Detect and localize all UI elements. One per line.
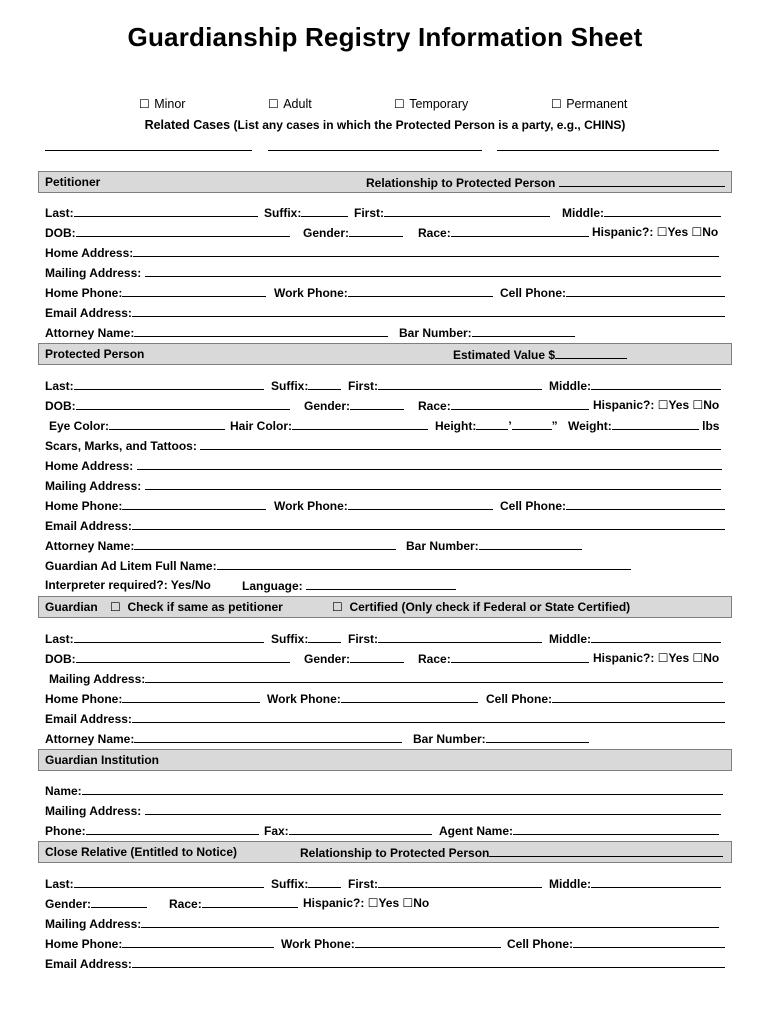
guardian-section-header: Guardian ☐ Check if same as petitioner ☐ Certified (Only check if Federal or State Certified) <box>38 596 732 618</box>
certified-checkbox[interactable]: ☐ Certified (Only check if Federal or State Certified) <box>332 600 631 614</box>
checkbox-icon[interactable]: ☐ <box>551 97 562 111</box>
protected-attorney-field[interactable]: Attorney Name: <box>45 538 396 553</box>
protected-hair-color-field[interactable]: Hair Color: <box>230 418 428 433</box>
protected-hispanic-field: Hispanic?: ☐Yes ☐No <box>593 398 720 412</box>
guardian-demographics-row <box>45 651 735 669</box>
petitioner-work-phone-field[interactable]: Work Phone: <box>274 285 493 300</box>
close-relative-section-header: Close Relative (Entitled to Notice) Relationship to Protected Person <box>38 841 732 863</box>
guardian-dob-field[interactable]: DOB: <box>45 651 290 666</box>
petitioner-section-header: Petitioner Relationship to Protected Person <box>38 171 732 193</box>
petitioner-name-row <box>45 205 735 223</box>
guardian-gender-field[interactable]: Gender: <box>304 651 404 666</box>
petitioner-middle-field[interactable]: Middle: <box>562 205 721 220</box>
guardian-attorney-row <box>45 731 735 749</box>
protected-home-address-row[interactable]: Home Address: <box>45 458 735 476</box>
relative-phone-row <box>45 936 735 954</box>
petitioner-suffix-field[interactable]: Suffix: <box>264 205 348 220</box>
protected-eye-color-field[interactable]: Eye Color: <box>49 418 225 433</box>
checkbox-icon[interactable]: ☐ <box>692 651 704 665</box>
estimated-value-field[interactable]: Estimated Value $ <box>453 347 627 362</box>
checkbox-icon[interactable]: ☐ <box>657 651 669 665</box>
relative-hispanic-field: Hispanic?: ☐Yes ☐No <box>303 896 430 910</box>
protected-suffix-field[interactable]: Suffix: <box>271 378 341 393</box>
relative-home-phone-field[interactable]: Home Phone: <box>45 936 274 951</box>
guardian-phone-row <box>45 691 735 709</box>
relative-mailing-address-row[interactable]: Mailing Address: <box>45 916 735 934</box>
case-type-temporary[interactable]: ☐ Temporary <box>394 97 469 111</box>
protected-last-field[interactable]: Last: <box>45 378 264 393</box>
guardian-last-field[interactable]: Last: <box>45 631 264 646</box>
form-title: Guardianship Registry Information Sheet <box>127 22 643 52</box>
protected-work-phone-field[interactable]: Work Phone: <box>274 498 493 513</box>
institution-contact-row <box>45 823 735 841</box>
case-type-adult[interactable]: ☐ Adult <box>268 97 312 111</box>
petitioner-attorney-field[interactable]: Attorney Name: <box>45 325 388 340</box>
relative-suffix-field[interactable]: Suffix: <box>271 876 341 891</box>
petitioner-demographics-row <box>45 225 735 243</box>
guardian-ad-litem-row[interactable]: Guardian Ad Litem Full Name: <box>45 558 735 576</box>
petitioner-phone-row <box>45 285 735 303</box>
guardian-cell-phone-field[interactable]: Cell Phone: <box>486 691 725 706</box>
relative-first-field[interactable]: First: <box>348 876 542 891</box>
relative-name-row <box>45 876 735 894</box>
protected-first-field[interactable]: First: <box>348 378 542 393</box>
petitioner-first-field[interactable]: First: <box>354 205 550 220</box>
petitioner-home-address-row[interactable]: Home Address: <box>45 245 735 263</box>
petitioner-email-row[interactable]: Email Address: <box>45 305 735 323</box>
petitioner-hispanic-field: Hispanic?: ☐Yes ☐No <box>592 225 719 239</box>
guardian-mailing-address-row[interactable]: Mailing Address: <box>45 671 735 689</box>
petitioner-race-field[interactable]: Race: <box>418 225 589 240</box>
checkbox-icon[interactable]: ☐ <box>692 398 704 412</box>
checkbox-icon[interactable]: ☐ <box>332 600 343 614</box>
relative-middle-field[interactable]: Middle: <box>549 876 721 891</box>
institution-phone-field[interactable]: Phone: <box>45 823 259 838</box>
relative-last-field[interactable]: Last: <box>45 876 264 891</box>
protected-race-field[interactable]: Race: <box>418 398 589 413</box>
protected-physical-row <box>45 418 735 436</box>
interpreter-required-field[interactable]: Interpreter required?: Yes/No <box>45 578 211 592</box>
institution-agent-field[interactable]: Agent Name: <box>439 823 719 838</box>
checkbox-icon[interactable]: ☐ <box>691 225 703 239</box>
protected-middle-field[interactable]: Middle: <box>549 378 721 393</box>
related-case-field-1[interactable] <box>45 150 252 151</box>
protected-gender-field[interactable]: Gender: <box>304 398 404 413</box>
guardian-home-phone-field[interactable]: Home Phone: <box>45 691 260 706</box>
checkbox-icon[interactable]: ☐ <box>367 896 379 910</box>
checkbox-icon[interactable]: ☐ <box>268 97 279 111</box>
petitioner-last-field[interactable]: Last: <box>45 205 258 220</box>
protected-person-section-header: Protected Person Estimated Value $ <box>38 343 732 365</box>
petitioner-relationship-field[interactable]: Relationship to Protected Person <box>366 175 725 190</box>
protected-height-field[interactable]: Height: ’ ” <box>435 419 558 433</box>
language-field[interactable]: Language: <box>242 578 456 593</box>
checkbox-icon[interactable]: ☐ <box>657 398 669 412</box>
protected-cell-phone-field[interactable]: Cell Phone: <box>500 498 725 513</box>
guardian-email-row[interactable]: Email Address: <box>45 711 735 729</box>
checkbox-icon[interactable]: ☐ <box>402 896 414 910</box>
protected-weight-field[interactable]: Weight: lbs <box>568 419 720 433</box>
institution-fax-field[interactable]: Fax: <box>264 823 432 838</box>
checkbox-icon[interactable]: ☐ <box>656 225 668 239</box>
protected-demographics-row <box>45 398 735 416</box>
case-type-permanent[interactable]: ☐ Permanent <box>551 97 628 111</box>
institution-name-row[interactable]: Name: <box>45 783 735 801</box>
relative-race-field[interactable]: Race: <box>169 896 298 911</box>
protected-email-row[interactable]: Email Address: <box>45 518 735 536</box>
protected-attorney-row <box>45 538 735 556</box>
guardian-middle-field[interactable]: Middle: <box>549 631 721 646</box>
related-case-field-3[interactable] <box>497 150 719 151</box>
petitioner-gender-field[interactable]: Gender: <box>303 225 403 240</box>
relative-work-phone-field[interactable]: Work Phone: <box>281 936 501 951</box>
guardian-race-field[interactable]: Race: <box>418 651 589 666</box>
relative-gender-field[interactable]: Gender: <box>45 896 147 911</box>
checkbox-icon[interactable]: ☐ <box>110 600 121 614</box>
related-case-field-2[interactable] <box>268 150 482 151</box>
relative-demographics-row <box>45 896 735 914</box>
petitioner-home-phone-field[interactable]: Home Phone: <box>45 285 266 300</box>
protected-bar-number-field[interactable]: Bar Number: <box>406 538 582 553</box>
protected-scars-row[interactable]: Scars, Marks, and Tattoos: <box>45 438 735 456</box>
guardian-suffix-field[interactable]: Suffix: <box>271 631 341 646</box>
guardian-attorney-field[interactable]: Attorney Name: <box>45 731 402 746</box>
petitioner-mailing-address-row[interactable]: Mailing Address: <box>45 265 735 283</box>
protected-home-phone-field[interactable]: Home Phone: <box>45 498 266 513</box>
same-as-petitioner-checkbox[interactable]: ☐ Check if same as petitioner <box>110 600 283 614</box>
checkbox-icon[interactable]: ☐ <box>139 97 150 111</box>
petitioner-dob-field[interactable]: DOB: <box>45 225 290 240</box>
petitioner-bar-number-field[interactable]: Bar Number: <box>399 325 575 340</box>
checkbox-icon[interactable]: ☐ <box>394 97 405 111</box>
relative-cell-phone-field[interactable]: Cell Phone: <box>507 936 725 951</box>
institution-mailing-address-row[interactable]: Mailing Address: <box>45 803 735 821</box>
protected-mailing-address-row[interactable]: Mailing Address: <box>45 478 735 496</box>
guardian-work-phone-field[interactable]: Work Phone: <box>267 691 478 706</box>
relative-email-row[interactable]: Email Address: <box>45 956 735 974</box>
protected-name-row <box>45 378 735 396</box>
guardian-bar-number-field[interactable]: Bar Number: <box>413 731 589 746</box>
petitioner-cell-phone-field[interactable]: Cell Phone: <box>500 285 725 300</box>
case-type-minor[interactable]: ☐ Minor <box>139 97 186 111</box>
guardian-hispanic-field: Hispanic?: ☐Yes ☐No <box>593 651 720 665</box>
protected-dob-field[interactable]: DOB: <box>45 398 290 413</box>
guardian-first-field[interactable]: First: <box>348 631 542 646</box>
guardian-name-row <box>45 631 735 649</box>
protected-phone-row <box>45 498 735 516</box>
related-cases-heading: Related Cases (List any cases in which the Protected Person is a party, e.g., CHINS) <box>144 118 626 132</box>
guardian-institution-section-header: Guardian Institution <box>38 749 732 771</box>
interpreter-row <box>45 578 735 596</box>
relative-relationship-field[interactable]: Relationship to Protected Person <box>300 845 723 860</box>
petitioner-attorney-row <box>45 325 735 343</box>
